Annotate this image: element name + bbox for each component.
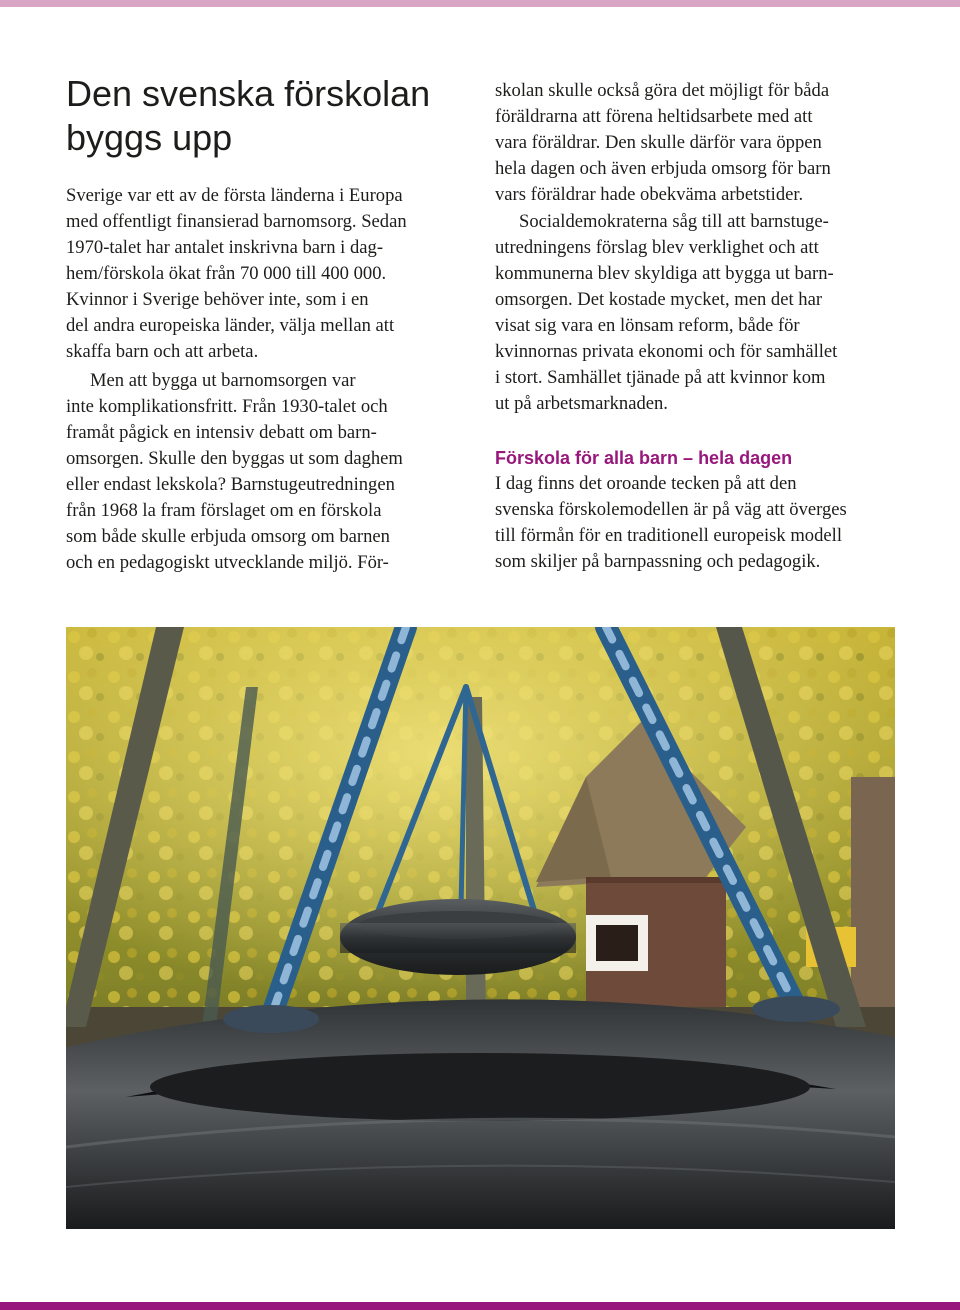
text-line: omsorgen. Skulle den byggas ut som daghem [66, 448, 403, 469]
text-line: visat sig vara en lönsam reform, både för [495, 315, 800, 336]
text-line: skolan skulle också göra det möjligt för båda [495, 80, 830, 101]
text-line: eller endast lekskola? Barnstugeutredningen [66, 474, 395, 495]
text-line: kommunerna blev skyldiga att bygga ut barn- [495, 263, 834, 284]
title-line-2: byggs upp [66, 117, 233, 158]
text-line: inte komplikationsfritt. Från 1930-talet och [66, 396, 388, 417]
text-line: kvinnornas privata ekonomi och för samhället [495, 341, 838, 362]
text-line: 1970-talet har antalet inskrivna barn i dag- [66, 237, 384, 258]
text-line: och en pedagogiskt utvecklande miljö. För- [66, 552, 389, 573]
text-line: som både skulle erbjuda omsorg om barnen [66, 526, 390, 547]
text-line: Men att bygga ut barnomsorgen var [90, 370, 356, 391]
text-line: svenska förskolemodellen är på väg att överges [495, 499, 847, 520]
text-line: skaffa barn och att arbeta. [66, 341, 259, 362]
text-line: framåt pågick en intensiv debatt om barn- [66, 422, 377, 443]
text-line: Kvinnor i Sverige behöver inte, som i en [66, 289, 369, 310]
text-line: del andra europeiska länder, välja mellan att [66, 315, 395, 336]
text-line: vara föräldrar. Den skulle därför vara öppen [495, 132, 822, 153]
text-line: utredningens förslag blev verklighet och att [495, 237, 819, 258]
text-line: föräldrarna att förena heltidsarbete med att [495, 106, 813, 127]
text-line: i stort. Samhället tjänade på att kvinnor kom [495, 367, 826, 388]
top-decorative-rule [0, 0, 960, 7]
text-line: Sverige var ett av de första länderna i Europa [66, 185, 403, 206]
tire-swing-photo [66, 627, 895, 1229]
text-line: Socialdemokraterna såg till att barnstuge- [519, 211, 829, 232]
text-line: vars föräldrar hade obekväma arbetstider. [495, 184, 804, 205]
text-line: omsorgen. Det kostade mycket, men det har [495, 289, 823, 310]
text-line: hela dagen och även erbjuda omsorg för barn [495, 158, 831, 179]
section-subheading: Förskola för alla barn – hela dagen [495, 448, 793, 468]
text-line: med offentligt finansierad barnomsorg. Sedan [66, 211, 407, 232]
text-line: hem/förskola ökat från 70 000 till 400 000. [66, 263, 387, 284]
text-line: från 1968 la fram förslaget om en förskola [66, 500, 382, 521]
page-title [66, 72, 486, 160]
text-line: ut på arbetsmarknaden. [495, 393, 668, 414]
text-line: I dag finns det oroande tecken på att den [495, 473, 797, 494]
text-line: som skiljer på barnpassning och pedagogik. [495, 551, 821, 572]
title-line-1: Den svenska förskolan [66, 73, 431, 114]
bottom-decorative-rule [0, 1302, 960, 1310]
text-line: till förmån för en traditionell europeisk modell [495, 525, 842, 546]
